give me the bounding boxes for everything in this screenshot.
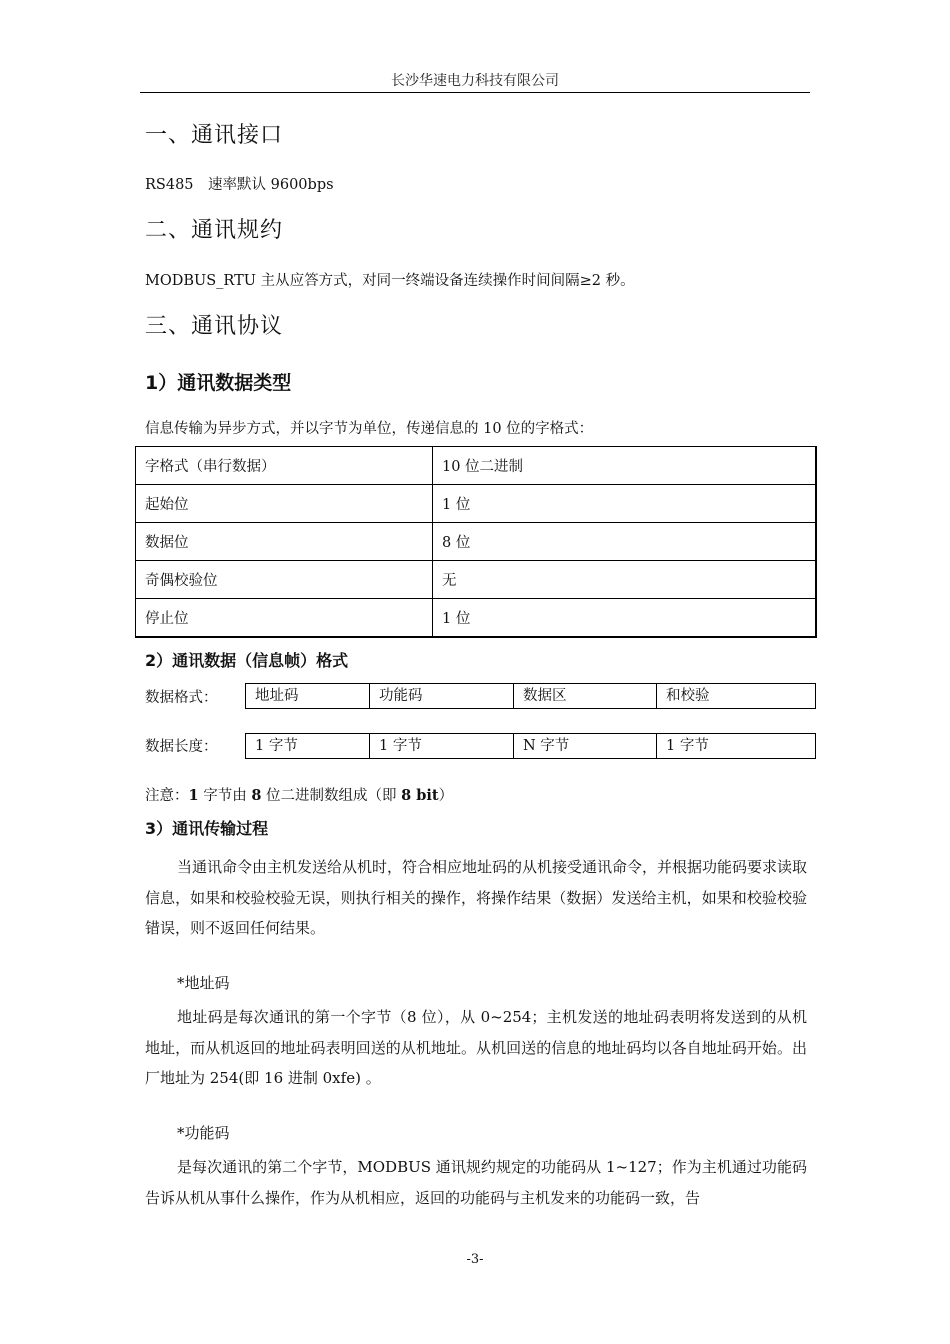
table-row	[136, 523, 817, 561]
table-row	[136, 447, 817, 485]
section-title-interface: 一、通讯接口	[145, 123, 284, 148]
frame-cell-checksum: 和校验	[666, 688, 710, 704]
table-cell: 起始位	[136, 485, 433, 523]
table-cell: 1 位	[433, 485, 817, 523]
protocol-spec-text: MODBUS_RTU 主从应答方式，对同一终端设备连续操作时间间隔≥2 秒。	[145, 273, 635, 289]
frame-length-row	[245, 733, 816, 759]
note-bold-1: 1	[188, 787, 199, 804]
length-cell-checksum: 1 字节	[666, 738, 709, 754]
page-header: 长沙华速电力科技有限公司	[391, 73, 559, 89]
frame-format-row	[245, 683, 816, 709]
table-row	[136, 561, 817, 599]
subsection-title-transfer: 3）通讯传输过程	[145, 819, 269, 838]
section-title-protocol: 三、通讯协议	[145, 314, 284, 339]
table-cell: 数据位	[136, 523, 433, 561]
address-code-title: *地址码	[177, 974, 230, 992]
table-cell: 奇偶校验位	[136, 561, 433, 599]
length-cell-function: 1 字节	[370, 734, 514, 758]
table-cell: 8 位	[433, 523, 817, 561]
data-type-intro: 信息传输为异步方式，并以字节为单位，传递信息的 10 位的字格式：	[145, 421, 594, 437]
frame-cell-data: 数据区	[514, 684, 657, 708]
table-row	[136, 599, 817, 638]
table-cell: 10 位二进制	[433, 447, 817, 485]
length-cell-data: N 字节	[514, 734, 657, 758]
table-cell: 1 位	[433, 599, 817, 638]
format-label: 数据格式：	[145, 690, 218, 706]
subsection-title-frame-format: 2）通讯数据（信息帧）格式	[145, 651, 349, 670]
frame-cell-function: 功能码	[370, 684, 514, 708]
function-code-title: *功能码	[177, 1124, 230, 1142]
address-code-paragraph: 地址码是每次通讯的第一个字节（8 位），从 0~254；主机发送的地址码表明将发送到的从机地址，而从机返回的地址码表明回送的从机地址。从机回送的信息的地址码均以各自地址码开始。出厂地址为 254(即 16 进制 0xfe) 。	[145, 1008, 807, 1088]
frame-cell-address: 地址码	[246, 684, 370, 708]
table-cell: 无	[433, 561, 817, 599]
interface-text: RS485 速率默认 9600bps	[145, 177, 334, 193]
note-bold-3: 8 bit	[401, 787, 439, 804]
length-cell-address: 1 字节	[246, 734, 370, 758]
char-format-table	[135, 446, 817, 638]
note-text-1: 字节由	[198, 788, 252, 804]
table-cell: 字格式（串行数据）	[136, 447, 433, 485]
function-code-paragraph: 是每次通讯的第二个字节，MODBUS 通讯规约规定的功能码从 1~127；作为主机通过功能码告诉从机从事什么操作，作为从机相应，返回的功能码与主机发来的功能码一致，告	[145, 1158, 807, 1207]
transfer-paragraph: 当通讯命令由主机发送给从机时，符合相应地址码的从机接受通讯命令，并根据功能码要求读取信息，如果和校验校验无误，则执行相关的操作，将操作结果（数据）发送给主机，如果和校验校验错误，则不返回任何结果。	[145, 858, 808, 938]
note-text-2: 位二进制数组成（即	[261, 788, 402, 804]
length-label: 数据长度：	[145, 739, 218, 755]
table-row	[136, 485, 817, 523]
section-title-protocol-spec: 二、通讯规约	[145, 218, 284, 243]
note-prefix: 注意：	[145, 788, 189, 804]
note-text-3: ）	[438, 788, 454, 804]
page-number: -3-	[466, 1252, 484, 1267]
subsection-title-data-type: 1）通讯数据类型	[145, 372, 292, 394]
byte-note	[145, 786, 453, 806]
table-cell: 停止位	[136, 599, 433, 638]
header-rule	[140, 92, 810, 93]
note-bold-2: 8	[251, 787, 262, 804]
